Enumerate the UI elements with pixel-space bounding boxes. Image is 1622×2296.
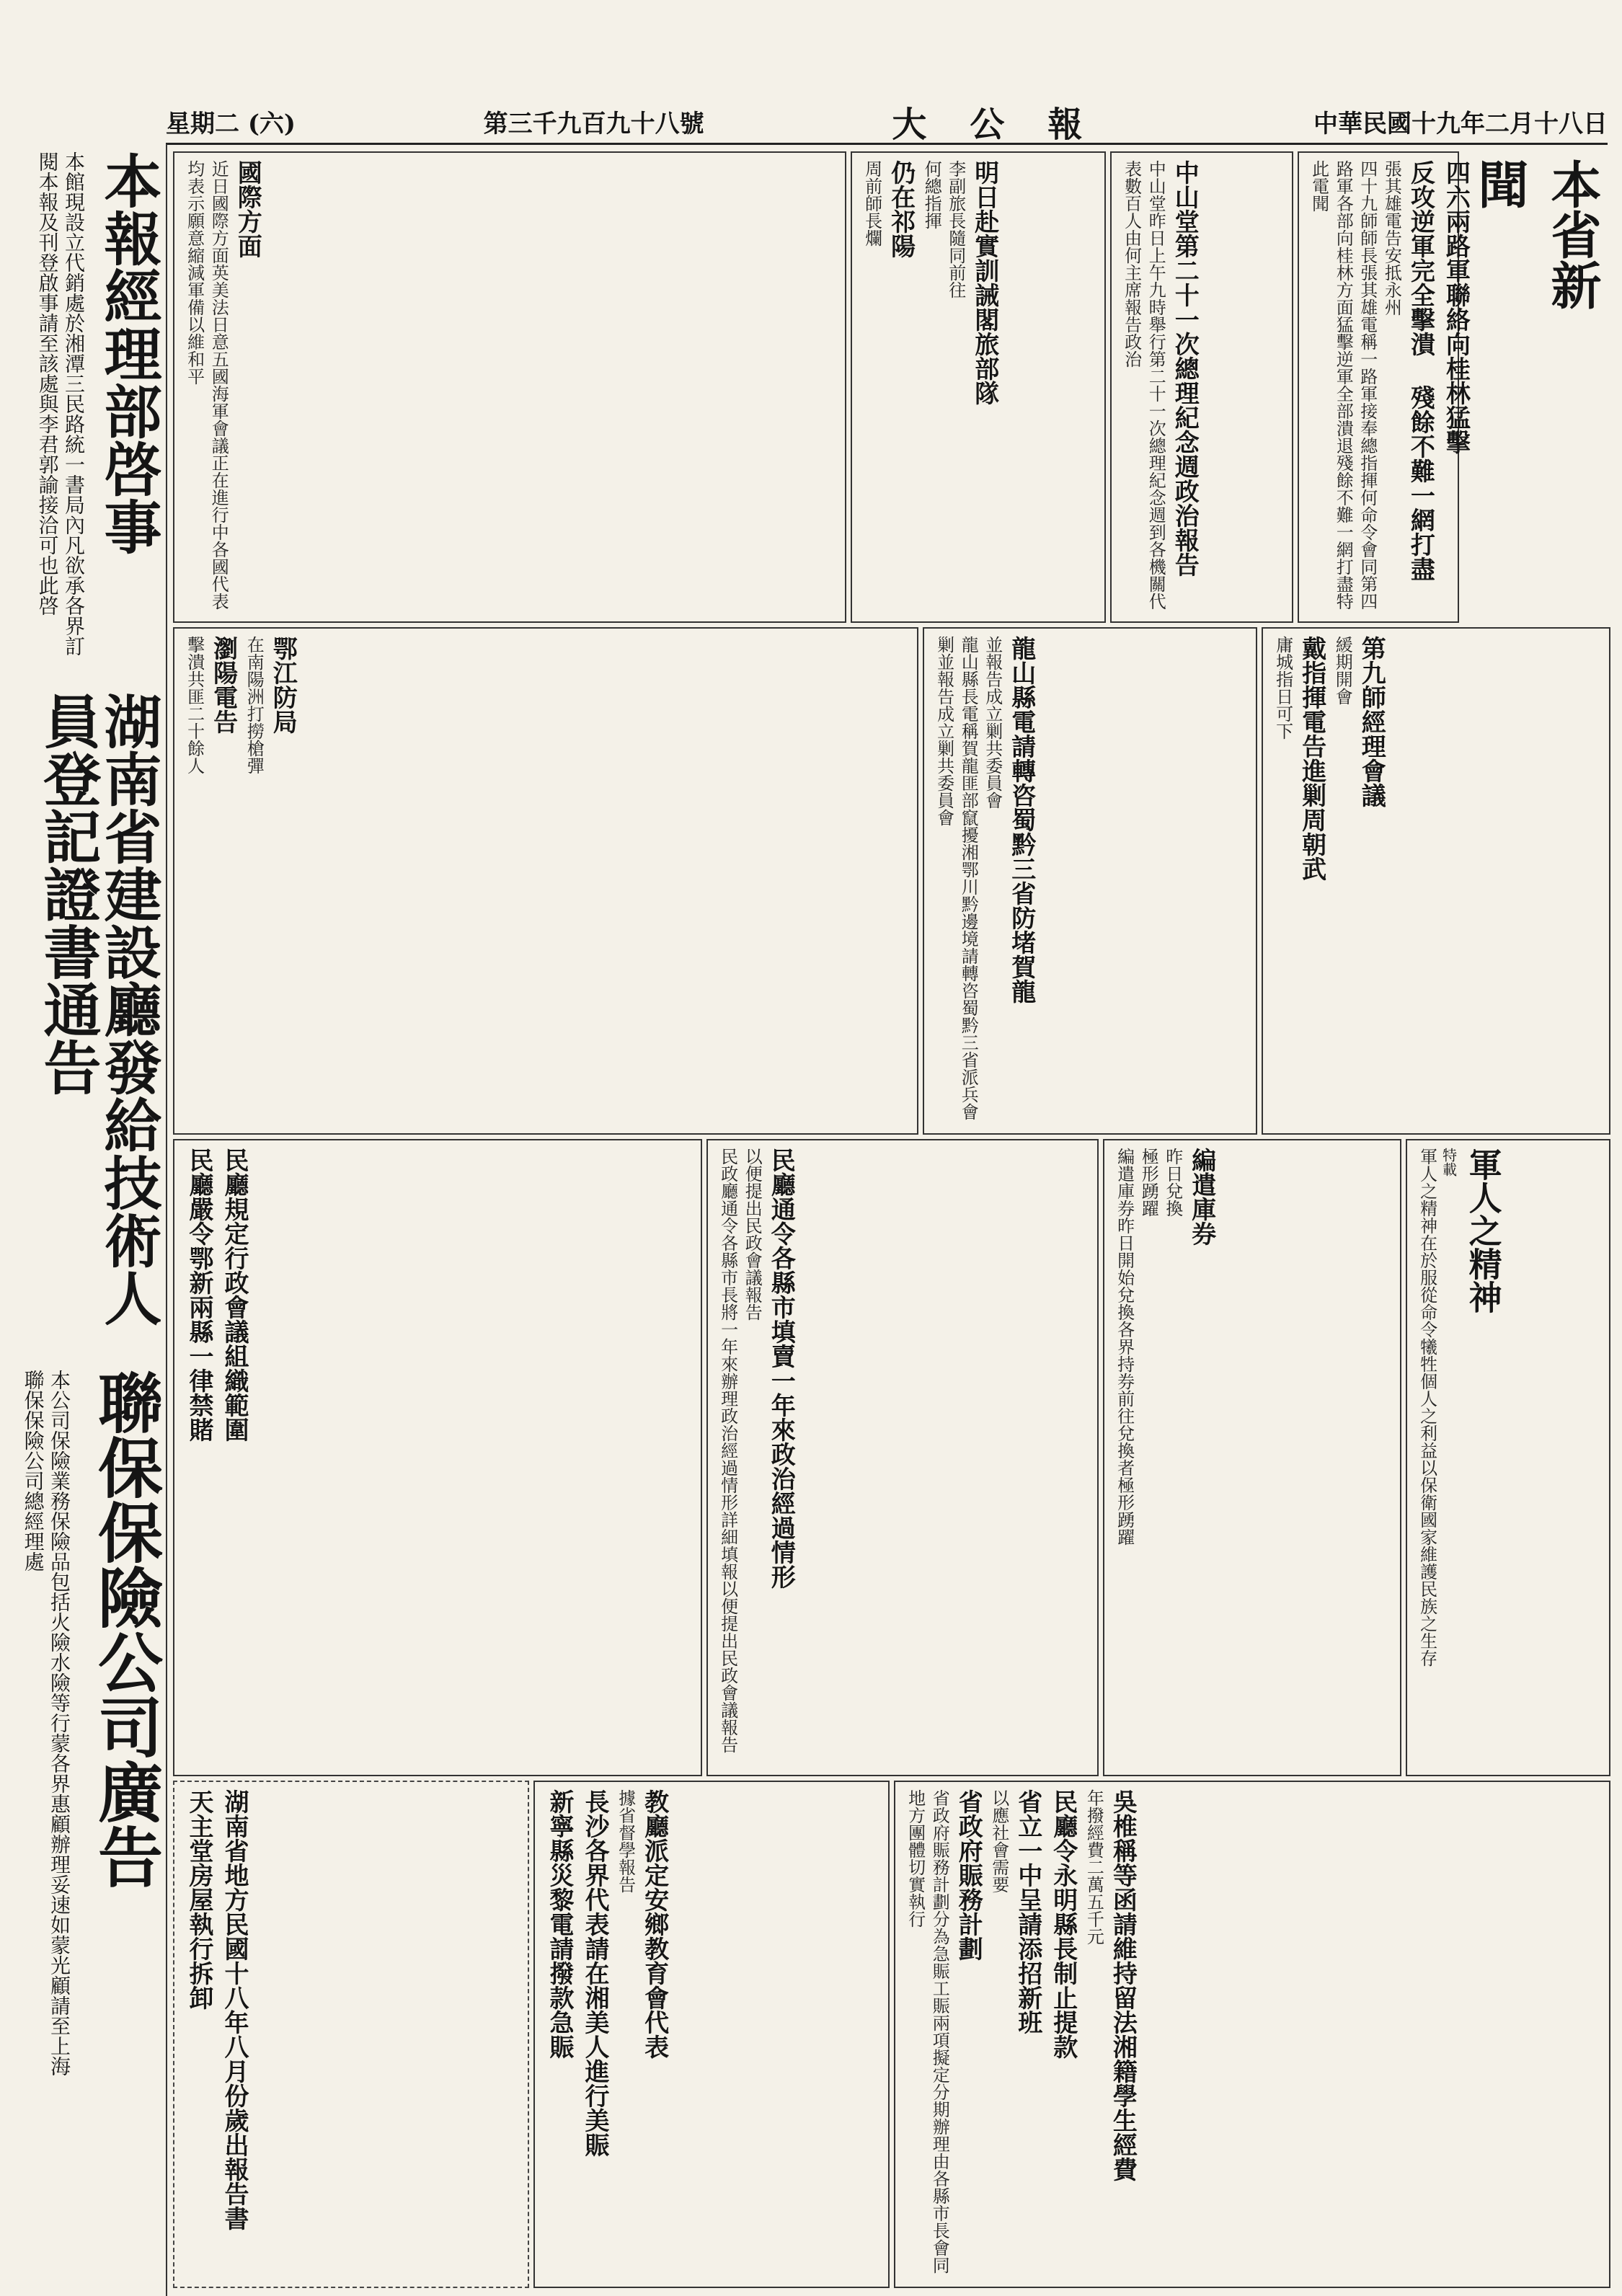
story-headline-28: 吳椎稱等函請維持留法湘籍學生經費	[1108, 1789, 1138, 2181]
story-subline-24: 昨日兌換	[1162, 1148, 1183, 1217]
story-headline-26: 民廳規定行政會議組織範圍	[220, 1148, 249, 1442]
story-block-4	[173, 151, 846, 623]
report-title: 湖南省地方民國十八年八月份歲出報告書	[220, 1789, 249, 2230]
story-body-8: 省政府賑務計劃分為急賑工賑兩項擬定分期辦理由各縣市長會同地方團體切實執行	[905, 1789, 950, 2274]
story-subline-32: 據省督學報告	[615, 1789, 636, 1893]
story-subline-25: 極形踴躍	[1138, 1148, 1159, 1217]
story-headline-2: 反攻逆軍完全擊潰 殘餘不難一網打盡	[1406, 160, 1435, 581]
section-title-local-news: 本省新聞	[1470, 159, 1603, 310]
story-body-3: 近日國際方面英美法日意五國海軍會議正在進行中各國代表均表示願意縮減軍備以維和平	[184, 160, 229, 610]
ad-body-3: 本公司保險業務保險品包括火險水險等行蒙各界惠顧辦理妥速如蒙光顧請至上海聯保保險公司總經理處	[21, 1370, 71, 2076]
story-headline-31: 教廳派定安鄉教育會代表	[639, 1789, 669, 2059]
story-block-7	[173, 627, 918, 1135]
masthead	[166, 99, 1608, 145]
masthead-date: 中華民國十九年二月十八日	[1313, 109, 1608, 138]
section-title-notice: 省政府賑務計劃	[954, 1789, 983, 1961]
story-subline-7: 何總指揮	[921, 160, 942, 229]
story-headline-17: 鄂江防局	[268, 636, 298, 734]
story-headline-27: 民廳嚴令鄂新兩縣一律禁賭	[185, 1148, 213, 1442]
story-body-6: 編遣庫券昨日開始兌換各界持券前往兌換者極形踴躍	[1114, 1148, 1135, 1546]
story-block-11	[894, 1781, 1610, 2288]
story-block-5	[1262, 627, 1610, 1135]
section-local-news	[1463, 151, 1608, 317]
story-headline-11: 龍山縣電請轉咨蜀黔三省防堵賀龍	[1006, 636, 1036, 1003]
story-headline-5: 明日赴實訓誡閣旅部隊	[970, 160, 999, 405]
masthead-issue: 第三千九百九十八號	[483, 109, 704, 138]
story-subline-18: 在南陽洲打撈槍彈	[244, 636, 265, 774]
story-block-12	[533, 1781, 890, 2288]
section-title-feature: 特載	[1440, 1148, 1458, 1176]
story-block-9	[706, 1139, 1099, 1776]
story-headline-13: 戴指揮電告進剿周朝武	[1297, 636, 1326, 881]
feature-block	[1406, 1139, 1610, 1776]
story-body-1: 四十九師師長張其雄電稱一路軍接奉總指揮何命令會同第四路軍各部向桂林方面猛擊逆軍全部潰退殘餘不難一網打盡特此電聞	[1308, 160, 1378, 610]
story-subline-29: 年撥經費二萬五千元	[1083, 1789, 1104, 1945]
report-box	[173, 1781, 529, 2288]
story-block-2	[1110, 151, 1293, 623]
story-subline-12: 並報告成立剿共委員會	[982, 636, 1003, 809]
story-block-3	[851, 151, 1106, 623]
story-headline-36: 長沙各界代表請在湘美人進行美賑	[580, 1789, 609, 2157]
story-block-1	[1298, 151, 1471, 623]
story-headline-4: 中山堂第二十一次總理紀念週政治報告	[1170, 160, 1200, 577]
story-headline-1: 四六兩路軍聯絡向桂林猛擊	[1441, 160, 1471, 454]
story-headline-19: 瀏陽電告	[208, 636, 238, 734]
section-title-soldier: 軍人之精神	[1463, 1148, 1503, 1313]
ad-title-3: 聯保保險公司廣告	[87, 1370, 163, 1889]
story-body-4: 龍山縣長電稱賀龍匪部竄擾湘鄂川黔邊境請轉咨蜀黔三省派兵會剿並報告成立剿共委員會	[934, 636, 979, 1120]
story-headline-21: 民廳通令各縣市填賣一年來政治經過情形	[766, 1148, 796, 1589]
story-block-6	[923, 627, 1257, 1135]
story-headline-10: 國際方面	[233, 160, 262, 258]
ad-title-2: 湖南省建設廳發給技術人員登記證書通告	[34, 692, 162, 1326]
story-subline-3: 張其雄電告安抵永州	[1381, 160, 1402, 316]
story-headline-37: 新寧縣災黎電請撥款急賑	[545, 1789, 574, 2059]
story-headline-23: 編遣庫券	[1187, 1148, 1216, 1246]
story-headline-38: 天主堂房屋執行拆卸	[185, 1789, 213, 2010]
story-headline-15: 第九師經理會議	[1357, 636, 1386, 807]
masthead-weekday-page: 星期二 (六)	[166, 109, 296, 138]
sidebar-ads	[0, 144, 167, 2296]
masthead-paper-name: 大公報	[892, 104, 1126, 145]
story-headline-8: 仍在祁陽	[886, 160, 916, 258]
story-headline-30: 民廳令永明縣長制止提款	[1048, 1789, 1078, 2059]
story-subline-20: 擊潰共匪二十餘人	[184, 636, 205, 774]
story-subline-34: 以應社會需要	[988, 1789, 1009, 1893]
story-headline-33: 省立一中呈請添招新班	[1013, 1789, 1042, 2034]
story-block-10	[173, 1139, 702, 1776]
story-subline-9: 周前師長爛	[861, 160, 882, 247]
story-subline-22: 以便提出民政會議報告	[742, 1148, 763, 1321]
ad-body-1: 本館現設立代銷處於湘潭三民路統一書局內凡欲承各界訂閱本報及刊登啟事請至該處與李君郭諭接洽可也此啓	[35, 151, 86, 656]
feature-body: 軍人之精神在於服從命令犧牲個人之利益以保衛國家維護民族之生存	[1417, 1148, 1437, 1667]
story-subline-6: 李副旅長隨同前往	[945, 160, 966, 298]
story-block-8	[1103, 1139, 1401, 1776]
story-body-2: 中山堂昨日上午九時舉行第二十一次總理紀念週到各機關代表數百人由何主席報告政治	[1121, 160, 1166, 610]
story-subline-14: 庸城指日可下	[1272, 636, 1293, 740]
story-body-5: 民政廳通令各縣市長將一年來辦理政治經過情形詳細填報以便提出民政會議報告	[717, 1148, 738, 1753]
story-subline-16: 緩期開會	[1332, 636, 1353, 705]
ad-title-1: 本報經理部啓事	[94, 151, 162, 555]
